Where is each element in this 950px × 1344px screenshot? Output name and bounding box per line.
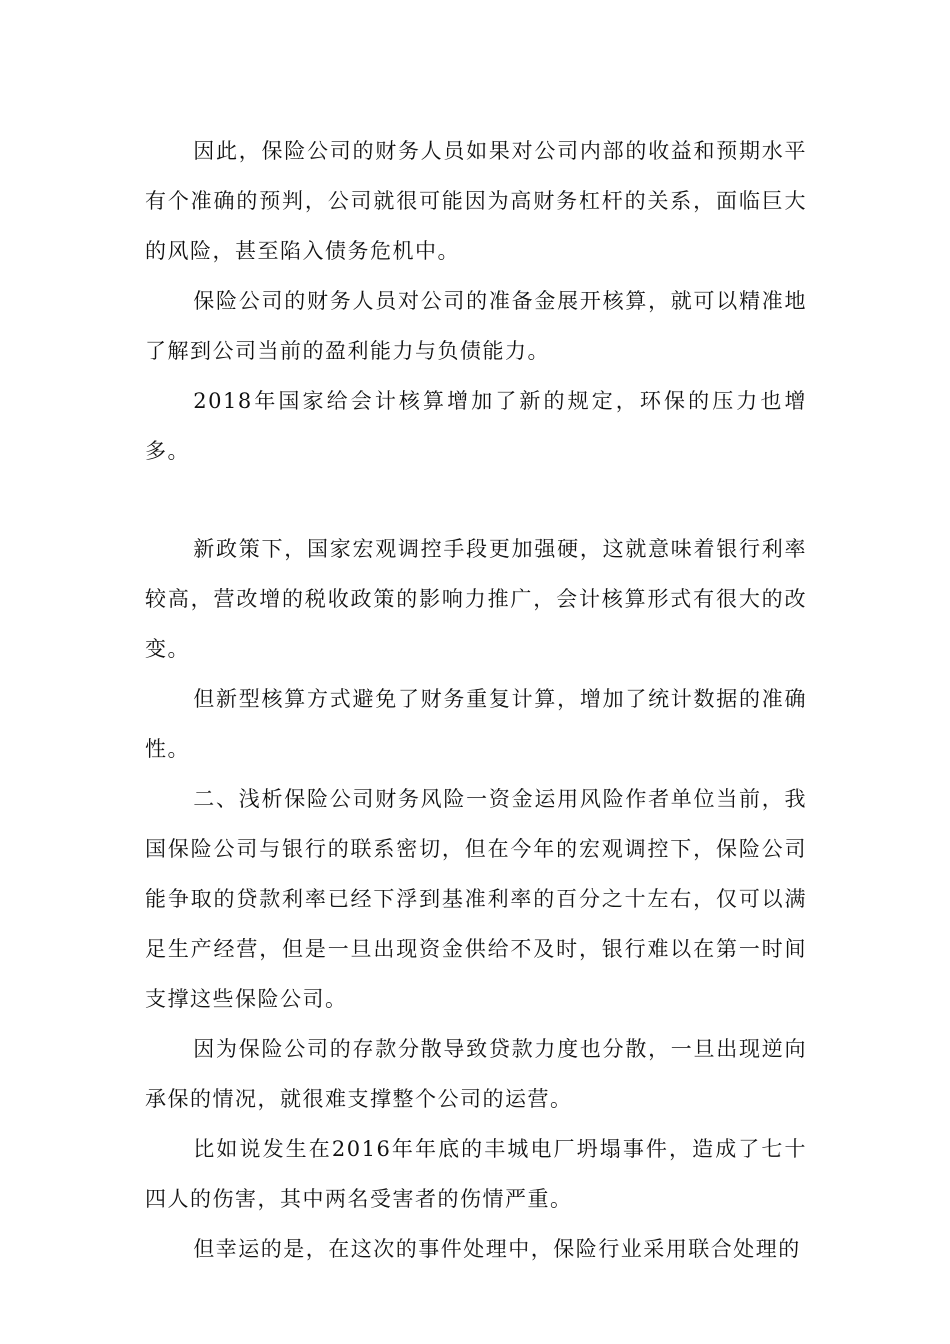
paragraph-8: 比如说发生在2016年年底的丰城电厂坍塌事件，造成了七十四人的伤害，其中两名受害者的伤情严重。: [145, 1137, 807, 1211]
paragraph-gap: [145, 476, 807, 524]
paragraph-2: 保险公司的财务人员对公司的准备金展开核算，就可以精准地了解到公司当前的盈利能力与负债能力。: [145, 289, 807, 363]
paragraph-5: 但新型核算方式避免了财务重复计算，增加了统计数据的准确性。: [145, 687, 807, 761]
paragraph-9: 但幸运的是，在这次的事件处理中，保险行业采用联合处理的: [193, 1237, 801, 1261]
body-text: [145, 126, 807, 1274]
paragraph-3: 2018年国家给会计核算增加了新的规定，环保的压力也增多。: [145, 389, 807, 463]
paragraph-6: 二、浅析保险公司财务风险一资金运用风险作者单位当前，我国保险公司与银行的联系密切，但在今年的宏观调控下，保险公司能争取的贷款利率已经下浮到基准利率的百分之十左右，仅可以满足生产经营，但是一旦出现资金供给不及时，银行难以在第一时间支撑这些保险公司。: [145, 787, 807, 1011]
paragraph-7: 因为保险公司的存款分散导致贷款力度也分散，一旦出现逆向承保的情况，就很难支撑整个公司的运营。: [145, 1037, 807, 1111]
paragraph-1: 因此，保险公司的财务人员如果对公司内部的收益和预期水平有个准确的预判，公司就很可能因为高财务杠杆的关系，面临巨大的风险，甚至陷入债务危机中。: [145, 139, 807, 263]
paragraph-4: 新政策下，国家宏观调控手段更加强硬，这就意味着银行利率较高，营改增的税收政策的影响力推广，会计核算形式有很大的改变。: [145, 537, 807, 661]
